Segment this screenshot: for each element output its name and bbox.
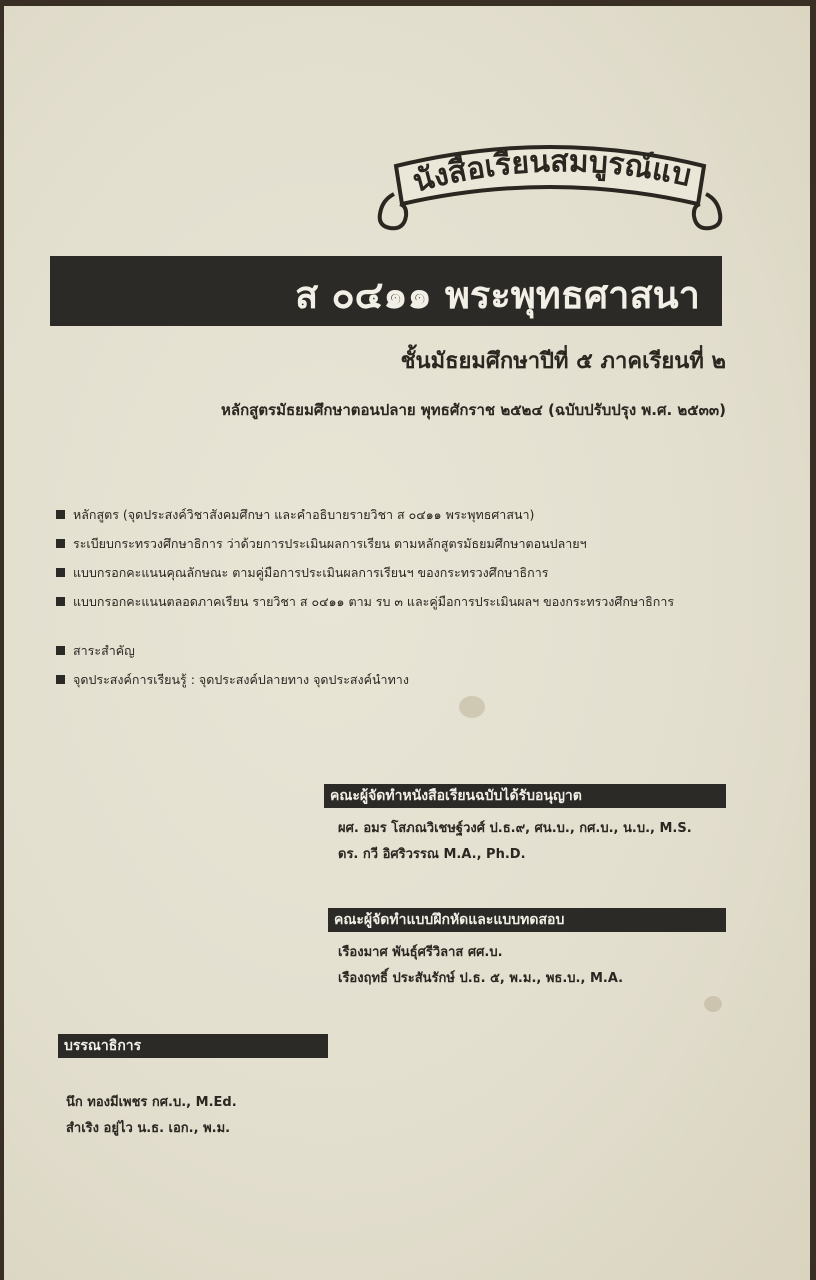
editor-name: สำเริง อยู่ไว น.ธ. เอก., พ.ม. — [66, 1121, 231, 1136]
authors-heading: คณะผู้จัดทำหนังสือเรียนฉบับได้รับอนุญาต — [324, 784, 726, 808]
contents-list — [56, 500, 756, 694]
square-bullet-icon — [56, 539, 65, 548]
author-name: ผศ. อมร โสภณวิเชษฐ์วงศ์ ป.ธ.๙, ศน.บ., กศ.บ., น.บ., M.S. — [338, 821, 692, 836]
contents-item — [56, 529, 756, 558]
paper-stain — [459, 696, 485, 718]
title-bar — [50, 256, 722, 326]
exercises-section — [328, 908, 726, 992]
authors-section — [324, 784, 726, 868]
square-bullet-icon — [56, 597, 65, 606]
editor-name: นึก ทองมีเพชร กศ.บ., M.Ed. — [66, 1095, 237, 1110]
authors-names — [324, 816, 726, 868]
contents-item-label: แบบกรอกคะแนนตลอดภาคเรียน รายวิชา ส ๐๔๑๑ ตาม รบ ๓ และคู่มือการประเมินผลฯ ของกระทรวงศึกษาธิการ — [73, 593, 675, 609]
editors-section — [58, 1034, 328, 1142]
paper-stain — [704, 996, 722, 1012]
exercise-author-name: เรืองมาศ พันธุ์ศรีวิลาส ศศ.บ. — [338, 945, 503, 960]
contents-item-label: แบบกรอกคะแนนคุณลักษณะ ตามคู่มือการประเมินผลการเรียนฯ ของกระทรวงศึกษาธิการ — [73, 564, 549, 580]
book-title: ส ๐๔๑๑ พระพุทธศาสนา — [295, 273, 700, 317]
contents-item-label: สาระสำคัญ — [73, 642, 135, 658]
contents-item-label: จุดประสงค์การเรียนรู้ : จุดประสงค์ปลายทาง จุดประสงค์นำทาง — [73, 671, 409, 687]
contents-item — [56, 500, 756, 529]
exercises-names — [328, 940, 726, 992]
square-bullet-icon — [56, 568, 65, 577]
editors-heading: บรรณาธิการ — [58, 1034, 328, 1058]
contents-item — [56, 587, 756, 616]
contents-item — [56, 636, 756, 665]
grade-line: ชั้นมัธยมศึกษาปีที่ ๕ ภาคเรียนที่ ๒ — [400, 349, 726, 374]
editors-names — [58, 1090, 328, 1142]
series-banner-text: นังสือเรียนสมบูรณ์แบ — [409, 144, 695, 200]
ribbon-icon — [376, 126, 724, 238]
series-ribbon-banner — [376, 126, 724, 238]
curriculum-line: หลักสูตรมัธยมศึกษาตอนปลาย พุทธศักราช ๒๕๒๔ (ฉบับปรับปรุง พ.ศ. ๒๕๓๓) — [221, 401, 726, 419]
exercise-author-name: เรืองฤทธิ์ ประสันรักษ์ ป.ธ. ๕, พ.ม., พธ.บ., M.A. — [338, 971, 624, 986]
book-page — [4, 6, 810, 1280]
contents-item — [56, 558, 756, 587]
square-bullet-icon — [56, 646, 65, 655]
contents-item-label: หลักสูตร (จุดประสงค์วิชาสังคมศึกษา และคำอธิบายรายวิชา ส ๐๔๑๑ พระพุทธศาสนา) — [73, 506, 535, 522]
contents-item-label: ระเบียบกระทรวงศึกษาธิการ ว่าด้วยการประเมินผลการเรียน ตามหลักสูตรมัธยมศึกษาตอนปลายฯ — [73, 535, 587, 551]
exercises-heading: คณะผู้จัดทำแบบฝึกหัดและแบบทดสอบ — [328, 908, 726, 932]
square-bullet-icon — [56, 675, 65, 684]
contents-item — [56, 665, 756, 694]
author-name: ดร. กวี อิศริวรรณ M.A., Ph.D. — [338, 847, 526, 862]
square-bullet-icon — [56, 510, 65, 519]
